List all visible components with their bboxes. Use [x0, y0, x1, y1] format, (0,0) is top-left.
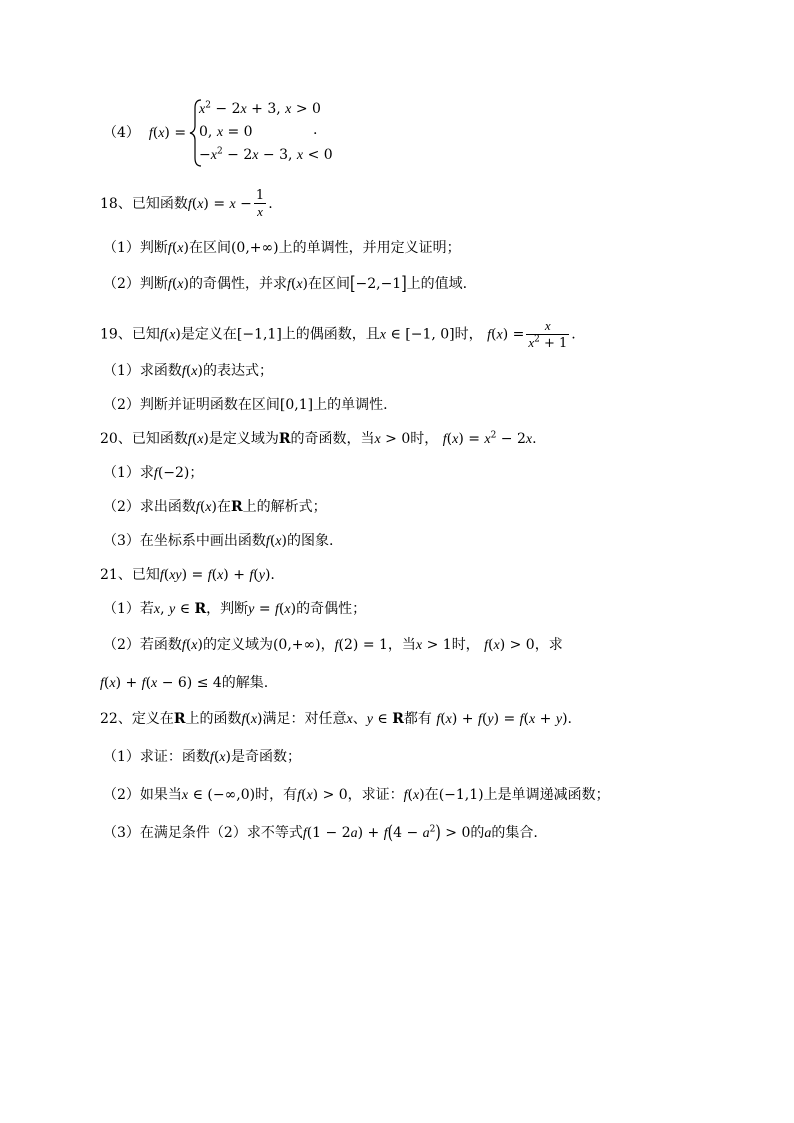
- fraction-x-over-x2plus1: $\frac{x}{x^2 + 1}$: [528, 318, 568, 351]
- q18-part1: （1）判断f(x)在区间(0,+∞)上的单调性，并用定义证明；: [103, 240, 461, 256]
- q20-part1: （1）求f(−2)；: [103, 465, 204, 481]
- q22-part3: （3）在满足条件（2）求不等式$f(1 - 2a) + f(4 - a^2) > 0$的a的集合.: [103, 822, 538, 844]
- q18-part2: （2）判断f(x)的奇偶性，并求f(x)在区间[−2,−1]上的值域.: [103, 273, 468, 295]
- piece-row-1: $x^2 - 2x + 3$, x > 0: [199, 100, 321, 117]
- q20-part3: （3）在坐标系中画出函数f(x)的图象.: [103, 533, 334, 549]
- q21-part2: （2）若函数f(x)的定义域为(0,+∞)，f(2) = 1，当x > 1时， f(x) > 0，求: [103, 637, 563, 653]
- q21-part1: （1）若x, y ∈ R，判断y = f(x)的奇偶性；: [103, 601, 367, 617]
- piece-row-3: $-x^2 - 2x - 3$, x < 0: [199, 146, 333, 163]
- q21-part2-cont: f(x) + f(x − 6) ≤ 4的解集.: [100, 675, 269, 691]
- q22-statement: 22、定义在R上的函数f(x)满足：对任意x、y ∈ R都有 f(x) + f(y) = f(x + y).: [100, 711, 573, 727]
- q18-statement: 18、已知函数f(x) = x − $\frac{1}{x}$ .: [100, 188, 273, 219]
- q17-part4-label: （4） f(x) =: [103, 125, 187, 141]
- q22-part1: （1）求证：函数f(x)是奇函数；: [103, 749, 301, 765]
- q21-statement: 21、已知f(xy) = f(x) + f(y).: [100, 567, 275, 583]
- q22-part2: （2）如果当x ∈ (−∞,0)时，有f(x) > 0，求证：f(x)在(−1,1)上是单调递减函数；: [103, 787, 610, 803]
- q19-part2: （2）判断并证明函数在区间[0,1]上的单调性.: [103, 397, 388, 413]
- q19-statement: 19、已知f(x)是定义在[−1,1]上的偶函数，且x ∈ [−1, 0]时， f(x) = $\frac{x}{x^2 + 1}$ .: [100, 318, 576, 351]
- q20-statement: 20、已知函数f(x)是定义域为R的奇函数，当x > 0时， $f(x) = x^2 - 2x$.: [100, 430, 537, 447]
- piece-row-2: 0, x = 0: [199, 124, 253, 140]
- q19-part1: （1）求函数f(x)的表达式；: [103, 363, 273, 379]
- worksheet-page: （4） f(x) = $x^2 - 2x + 3$, x > 0 0, x = 0 $-x^2 - 2x - 3$, x < 0 . 18、已知函数f(x) = x − $\frac{1}{x}$ . （1）判断f(x)在区间(0,+∞)上的单调性，并用定义证明； （2）判断f(x)的奇偶性，并求f(x)在区间[−2,−1]上的值域. 19、已知f(x)是定义在[−1,1]上的偶函数，且x ∈ [−1, 0]时， f(x) = $\frac{x}{x^2 + 1}$ . （1）求函数f(x)的表达式； （2）判断并证明函数在区间[0,1]上的单调性. 20、已知函数f(x)是定义域为R的奇函数，当x > 0时， $f(x) = x^2 - 2x$. （1）求f(−2)； （2）求出函数f(x)在R上的解析式； （3）在坐标系中画出函数f(x)的图象. 21、已知f(xy) = f(x) + f(y). （1）若x, y ∈ R，判断y = f(x)的奇偶性； （2）若函数f(x)的定义域为(0,+∞)，f(2) = 1，当x > 1时， f(x) > 0，求 f(x) + f(x − 6) ≤ 4的解集. 22、定义在R上的函数f(x)满足：对任意x、y ∈ R都有 f(x) + f(y) = f(x + y). （1）求证：函数f(x)是奇函数； （2）如果当x ∈ (−∞,0)时，有f(x) > 0，求证：f(x)在(−1,1)上是单调递减函数； （3）在满足条件（2）求不等式$f(1 - 2a) + f(4 - a^2) > 0$的a的集合.: [0, 0, 794, 1123]
- fraction-1-over-x: $\frac{1}{x}$: [255, 188, 265, 219]
- q20-part2: （2）求出函数f(x)在R上的解析式；: [103, 499, 327, 515]
